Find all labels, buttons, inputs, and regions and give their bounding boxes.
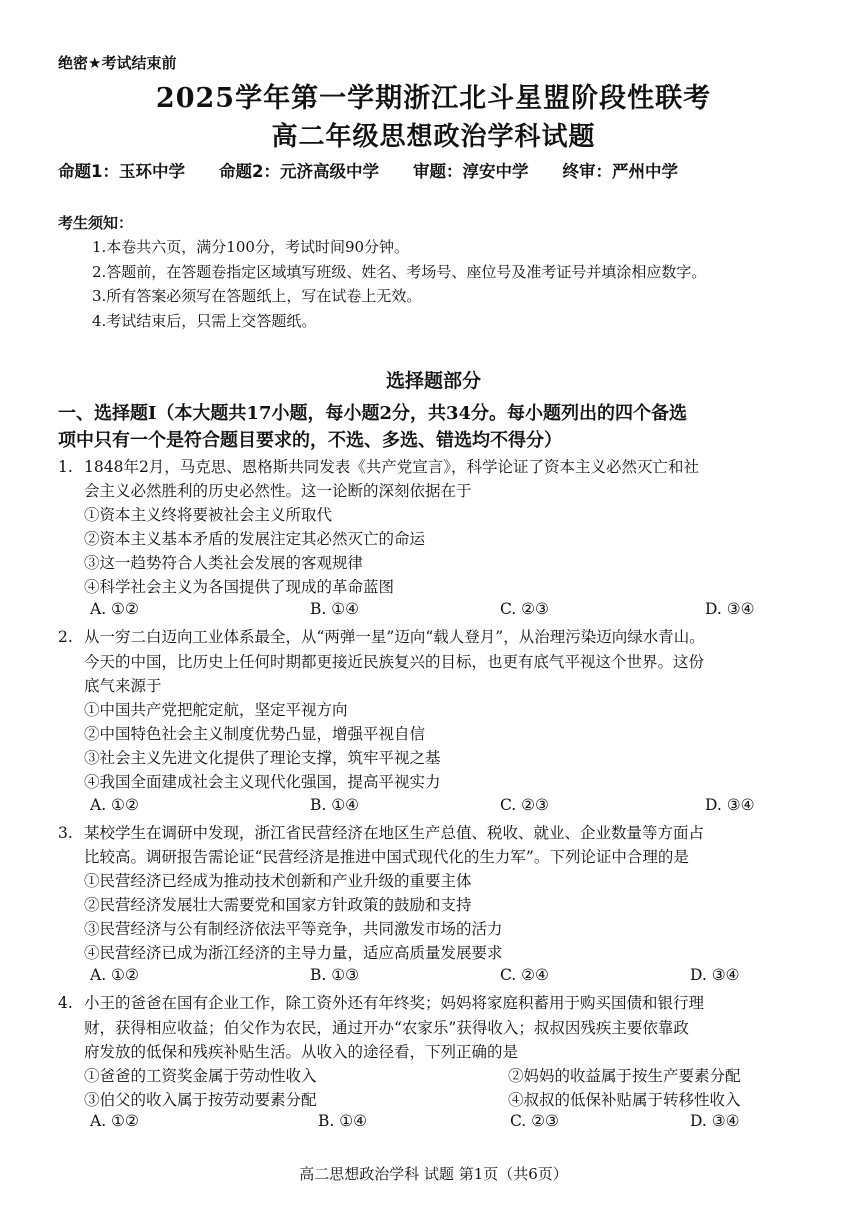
statement: ①资本主义终将要被社会主义所取代 (84, 506, 333, 524)
question-3-stem (58, 821, 704, 843)
setters-line (58, 158, 678, 182)
question-number: 3. (58, 824, 73, 842)
confidential-mark: 绝密★考试结束前 (58, 54, 177, 72)
question-text: 小王的爸爸在国有企业工作，除工资外还有年终奖；妈妈将家庭积蓄用于购买国债和银行理 (84, 994, 705, 1012)
statement: ③伯父的收入属于按劳动要素分配 (84, 1091, 317, 1109)
reviewer: 审题：淳安中学 (412, 162, 529, 181)
question-number: 4. (58, 994, 73, 1012)
setter-2: 命题2：元济高级中学 (218, 162, 379, 181)
choice-b: B. ①④ (318, 1112, 368, 1130)
section-title: 选择题部分 (385, 370, 481, 392)
question-text: 1848年2月，马克思、恩格斯共同发表《共产党宣言》，科学论证了资本主义必然灭亡和社 (84, 458, 700, 476)
choice-d: D. ③④ (705, 796, 755, 814)
question-text: 府发放的低保和残疾补贴生活。从收入的途径看，下列正确的是 (84, 1043, 519, 1061)
question-number: 2. (58, 628, 73, 646)
notice-item: 1.本卷共六页，满分100分，考试时间90分钟。 (92, 238, 410, 256)
statement: ②民营经济发展壮大需要党和国家方针政策的鼓励和支持 (84, 896, 472, 914)
question-text: 比较高。调研报告需论证“民营经济是推进中国式现代化的生力军”。下列论证中合理的是 (84, 848, 689, 866)
exam-subtitle: 高二年级思想政治学科试题 (271, 122, 596, 152)
choice-c: C. ②④ (500, 966, 549, 984)
part-heading-line2: 项中只有一个是符合题目要求的，不选、多选、错选均不得分） (58, 430, 562, 451)
notice-item: 4.考试结束后，只需上交答题纸。 (92, 312, 317, 330)
question-text: 会主义必然胜利的历史必然性。这一论断的深刻依据在于 (84, 482, 472, 500)
choice-c: C. ②③ (500, 796, 549, 814)
statement: ②中国特色社会主义制度优势凸显，增强平视自信 (84, 725, 426, 743)
question-text: 从一穷二白迈向工业体系最全，从“两弹一星”迈向“载人登月”，从治理污染迈向绿水青山。 (84, 628, 705, 646)
question-text: 底气来源于 (84, 677, 162, 695)
statement: ①民营经济已经成为推动技术创新和产业升级的重要主体 (84, 872, 472, 890)
question-text: 财，获得相应收益；伯父作为农民，通过开办“农家乐”获得收入；叔叔因残疾主要依靠政 (84, 1019, 689, 1037)
statement: ②资本主义基本矛盾的发展注定其必然灭亡的命运 (84, 530, 426, 548)
question-1-stem (58, 455, 699, 477)
statement: ③民营经济与公有制经济依法平等竞争，共同激发市场的活力 (84, 920, 503, 938)
choice-d: D. ③④ (690, 966, 740, 984)
statement: ④科学社会主义为各国提供了现成的革命蓝图 (84, 578, 395, 596)
choice-a: A. ①② (90, 796, 139, 814)
statement: ①中国共产党把舵定航，坚定平视方向 (84, 701, 348, 719)
statement: ①爸爸的工资奖金属于劳动性收入 (84, 1067, 317, 1085)
choice-a: A. ①② (90, 966, 139, 984)
choice-d: D. ③④ (705, 600, 755, 618)
notice-title: 考生须知： (58, 214, 134, 232)
question-4-stem (58, 991, 704, 1013)
page-footer: 高二思想政治学科 试题 第1页（共6页） (299, 1165, 568, 1183)
final-reviewer: 终审：严州中学 (562, 162, 678, 181)
question-text: 今天的中国，比历史上任何时期都更接近民族复兴的目标，也更有底气平视这个世界。这份 (84, 653, 705, 671)
statement: ②妈妈的收益属于按生产要素分配 (508, 1067, 741, 1085)
choice-c: C. ②③ (500, 600, 549, 618)
notice-item: 2.答题前，在答题卷指定区域填写班级、姓名、考场号、座位号及准考证号并填涂相应数字。 (92, 263, 707, 281)
part-heading-line1: 一、选择题Ⅰ（本大题共17小题，每小题2分，共34分。每小题列出的四个备选 (58, 403, 688, 424)
choice-c: C. ②③ (510, 1112, 559, 1130)
choice-b: B. ①④ (310, 600, 360, 618)
exam-title: 2025学年第一学期浙江北斗星盟阶段性联考 (155, 83, 712, 114)
notice-item: 3.所有答案必须写在答题纸上，写在试卷上无效。 (92, 287, 422, 305)
statement: ③这一趋势符合人类社会发展的客观规律 (84, 554, 364, 572)
statement: ④叔叔的低保补贴属于转移性收入 (508, 1091, 741, 1109)
question-number: 1. (58, 458, 73, 476)
choice-b: B. ①④ (310, 796, 360, 814)
statement: ③社会主义先进文化提供了理论支撑，筑牢平视之基 (84, 749, 441, 767)
setter-1: 命题1：玉环中学 (58, 162, 185, 181)
question-text: 某校学生在调研中发现，浙江省民营经济在地区生产总值、税收、就业、企业数量等方面占 (84, 824, 705, 842)
choice-d: D. ③④ (690, 1112, 740, 1130)
choice-b: B. ①③ (310, 966, 360, 984)
question-2-stem (58, 625, 705, 647)
statement: ④民营经济已成为浙江经济的主导力量，适应高质量发展要求 (84, 944, 503, 962)
statement: ④我国全面建成社会主义现代化强国，提高平视实力 (84, 773, 441, 791)
choice-a: A. ①② (90, 600, 139, 618)
choice-a: A. ①② (90, 1112, 139, 1130)
